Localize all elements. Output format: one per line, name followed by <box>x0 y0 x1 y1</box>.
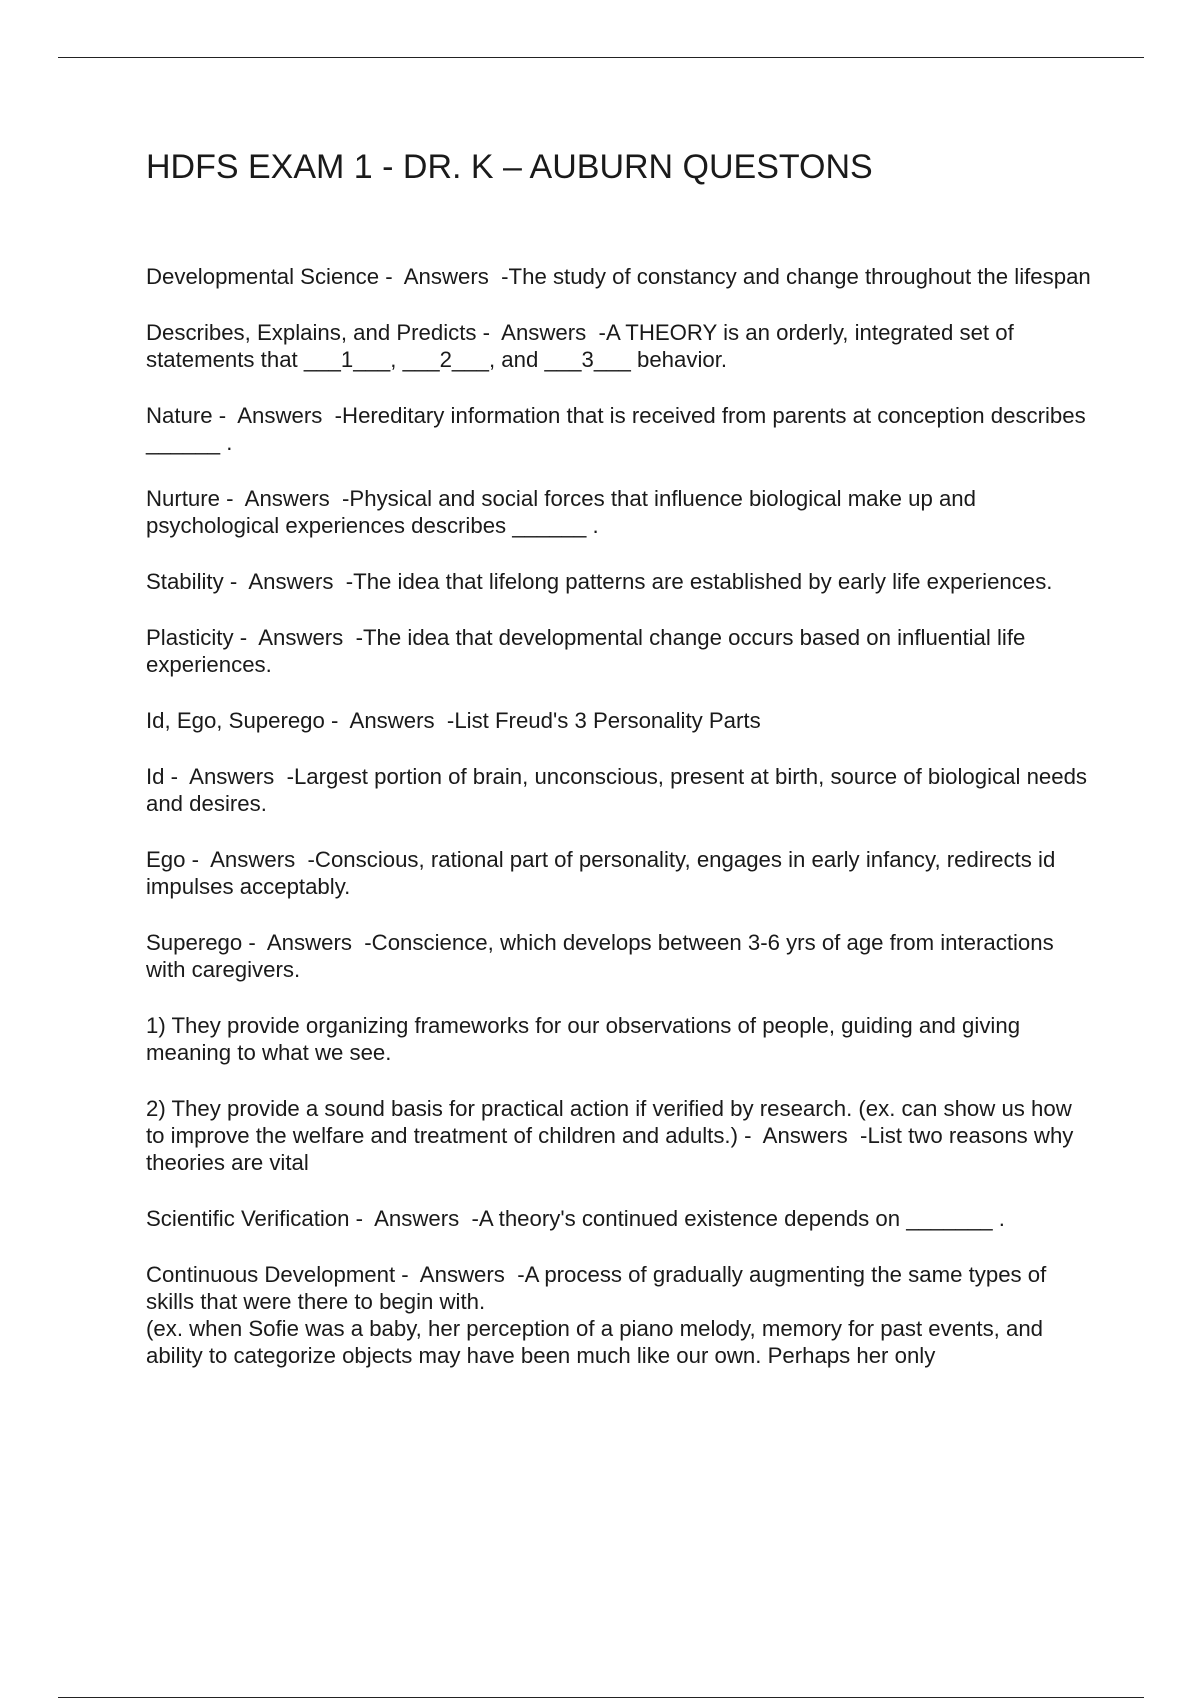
qa-item: Continuous Development - Answers -A process of gradually augmenting the same types of skills that were there to begin with. (ex. when Sofie was a baby, her perception of a piano melody, memory for past events, and ability to categorize objects may have been much like our own. Perhaps her only <box>146 1262 1047 1368</box>
qa-item: 1) They provide organizing frameworks for our observations of people, guiding and giving meaning to what we see. <box>146 1013 1027 1065</box>
qa-item: Describes, Explains, and Predicts - Answers -A THEORY is an orderly, integrated set of statements that ___1___, ___2___, and ___3___ behavior. <box>146 320 1020 372</box>
qa-item: Nature - Answers -Hereditary information that is received from parents at conception describes ______ . <box>146 403 1092 455</box>
bottom-rule <box>58 1697 1144 1698</box>
qa-item: Id, Ego, Superego - Answers -List Freud's 3 Personality Parts <box>146 708 761 733</box>
qa-item: 2) They provide a sound basis for practical action if verified by research. (ex. can show us how to improve the welfare and treatment of children and adults.) - Answers -List two reasons why theories are vital <box>146 1096 1080 1175</box>
qa-item: Id - Answers -Largest portion of brain, unconscious, present at birth, source of biological needs and desires. <box>146 764 1094 816</box>
qa-item: Stability - Answers -The idea that lifelong patterns are established by early life experiences. <box>146 569 1053 594</box>
qa-item: Superego - Answers -Conscience, which develops between 3-6 yrs of age from interactions with caregivers. <box>146 930 1060 982</box>
qa-item: Developmental Science - Answers -The study of constancy and change throughout the lifespan <box>146 264 1091 289</box>
qa-item: Nurture - Answers -Physical and social forces that influence biological make up and psychological experiences describes ______ . <box>146 486 983 538</box>
qa-item: Plasticity - Answers -The idea that developmental change occurs based on influential life experiences. <box>146 625 1032 677</box>
qa-list <box>146 263 1096 1369</box>
qa-item: Ego - Answers -Conscious, rational part of personality, engages in early infancy, redirects id impulses acceptably. <box>146 847 1062 899</box>
top-rule <box>58 57 1144 58</box>
document-title: HDFS EXAM 1 - DR. K – AUBURN QUESTONS <box>146 148 873 186</box>
qa-item: Scientific Verification - Answers -A theory's continued existence depends on _______ . <box>146 1206 1005 1231</box>
document-page <box>146 140 1096 1398</box>
